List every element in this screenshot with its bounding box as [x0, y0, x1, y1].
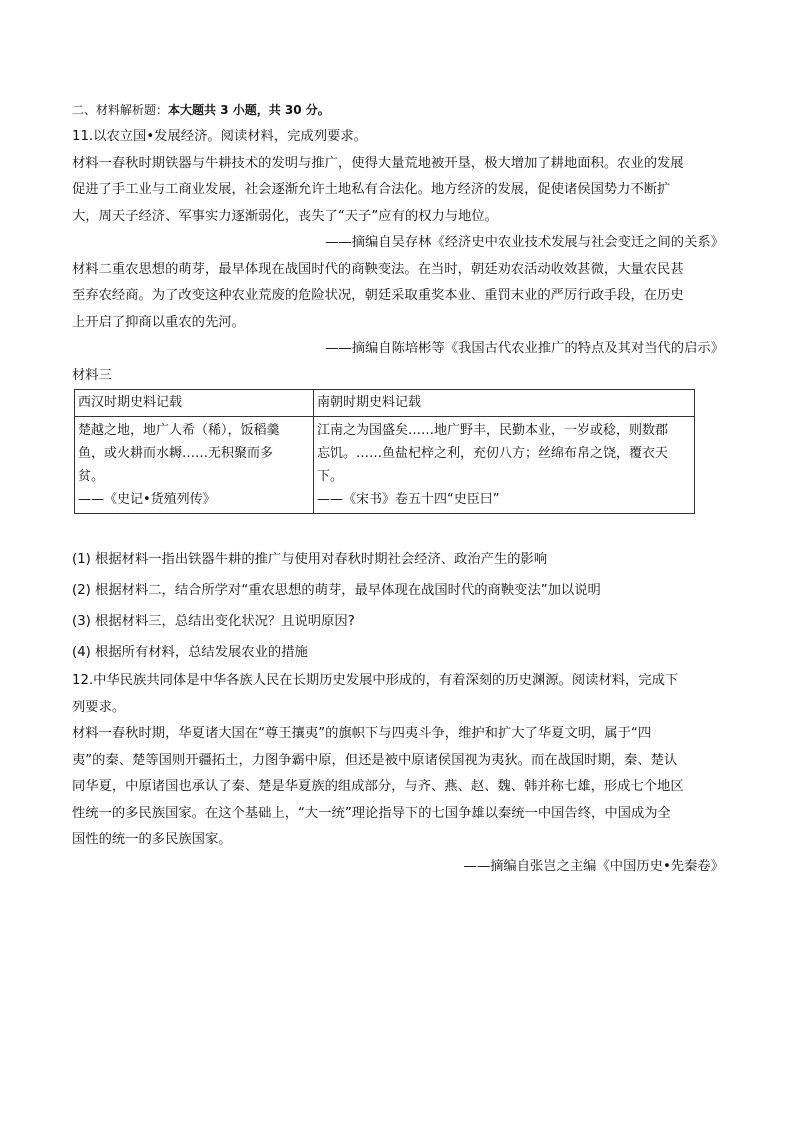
cell-line: 鱼，或火耕而水耨……无积聚而多: [78, 446, 274, 461]
cell-line: 下。: [317, 469, 344, 484]
q11-sub-question: (1) 根据材料一指出铁器牛耕的推广与使用对春秋时期社会经济、政治产生的影响: [72, 552, 548, 567]
table-header: 西汉时期史料记载: [75, 390, 314, 417]
section-heading-prefix: 二、材料解析题：: [72, 103, 169, 117]
q12-stem-line: 12.中华民族共同体是中华各族人民在长期历史发展中形成的，有着深刻的历史渊源。阅读材料，完成下: [72, 673, 679, 688]
table-header: 南朝时期史料记载: [314, 390, 695, 417]
cell-line: 楚越之地，地广人希（稀），饭稻羹: [78, 423, 280, 438]
q11-m3-label: 材料三: [72, 367, 112, 383]
section-heading-points: 本大题共 3 小题，共 30 分。: [168, 103, 330, 117]
q12-m1-line: 材料一春秋时期，华夏诸大国在“尊王攘夷”的旗帜下与四夷斗争，维护和扩大了华夏文明，属于“四: [72, 726, 652, 741]
q12-m1-line: 同华夏，中原诸国也承认了秦、楚是华夏族的组成部分，与齐、燕、赵、魏、韩并称七雄，形成七个地区: [72, 779, 684, 794]
table-cell-nanchao: [314, 417, 695, 514]
q11-sub-question: (2) 根据材料二，结合所学对“重农思想的萌芽，最早体现在战国时代的商鞅变法”加以说明: [72, 583, 601, 598]
q11-m2-line: 至弃农经商。为了改变这种农业荒废的危险状况，朝廷采取重奖本业、重罚末业的严厉行政手段，在历史: [72, 288, 684, 303]
q12-m1-line: 夷”的秦、楚等国则开疆拓土，力图争霸中原，但还是被中原诸侯国视为夷狄。而在战国时期，秦、楚认: [72, 752, 678, 768]
q11-m2-source: ——摘编自陈培彬等《我国古代农业推广的特点及其对当代的启示》: [325, 341, 724, 356]
q12-m1-line: 国性的统一的多民族国家。: [72, 832, 232, 847]
q11-m1-line: 材料一春秋时期铁器与牛耕技术的发明与推广，使得大量荒地被开垦，极大增加了耕地面积。农业的发展: [72, 155, 684, 171]
q11-m1-source: ——摘编自吴存林《经济史中农业技术发展与社会变迁之间的关系》: [325, 235, 724, 250]
q11-m1-line: 大，周天子经济、军事实力逐渐弱化，丧失了“天子”应有的权力与地位。: [72, 208, 498, 224]
q11-m2-line: 上开启了抑商以重农的先河。: [72, 314, 245, 330]
q11-sub-question: (4) 根据所有材料，总结发展农业的措施: [72, 645, 308, 660]
cell-source: ——《宋书》卷五十四“史臣曰”: [317, 492, 500, 507]
section-heading: [72, 100, 722, 120]
q11-material-3-table: [74, 389, 695, 514]
q11-sub-question: (3) 根据材料三，总结出变化状况？且说明原因?: [72, 614, 355, 629]
q12-stem-line: 列要求。: [72, 699, 126, 715]
q12-stem: [72, 668, 722, 721]
q12-m1-line: 性统一的多民族国家。在这个基础上，“大一统”理论指导下的七国争雄以秦统一中国告终，中国成为全: [72, 805, 671, 821]
q11-stem: 11.以农立国•发展经济。阅读材料，完成列要求。: [72, 129, 367, 144]
exam-page: [72, 100, 722, 880]
q11-m2-line: 材料二重农思想的萌芽，最早体现在战国时代的商鞅变法。在当时，朝廷劝农活动收效甚微，大量农民甚: [72, 261, 684, 277]
cell-line: 江南之为国盛矣……地广野丰，民勤本业，一岁或稔，则数郡: [317, 423, 669, 438]
cell-line: 忘饥。……鱼盐杞梓之利，充仞八方；丝绵布帛之饶，覆衣天: [317, 446, 669, 461]
cell-line: 贫。: [78, 469, 105, 484]
q12-material-1: [72, 721, 722, 854]
q11-questions: [72, 544, 722, 668]
cell-source: ——《史记•货殖列传》: [78, 492, 216, 507]
table-cell-xihan: [75, 417, 314, 514]
q12-m1-source: ——摘编自张岂之主编《中国历史•先秦卷》: [463, 858, 724, 874]
q11-material-1: [72, 151, 722, 231]
q11-m1-line: 促进了手工业与工商业发展，社会逐渐允许土地私有合法化。地方经济的发展，促使诸侯国势力不断扩: [72, 182, 671, 197]
q11-material-2: [72, 257, 722, 337]
